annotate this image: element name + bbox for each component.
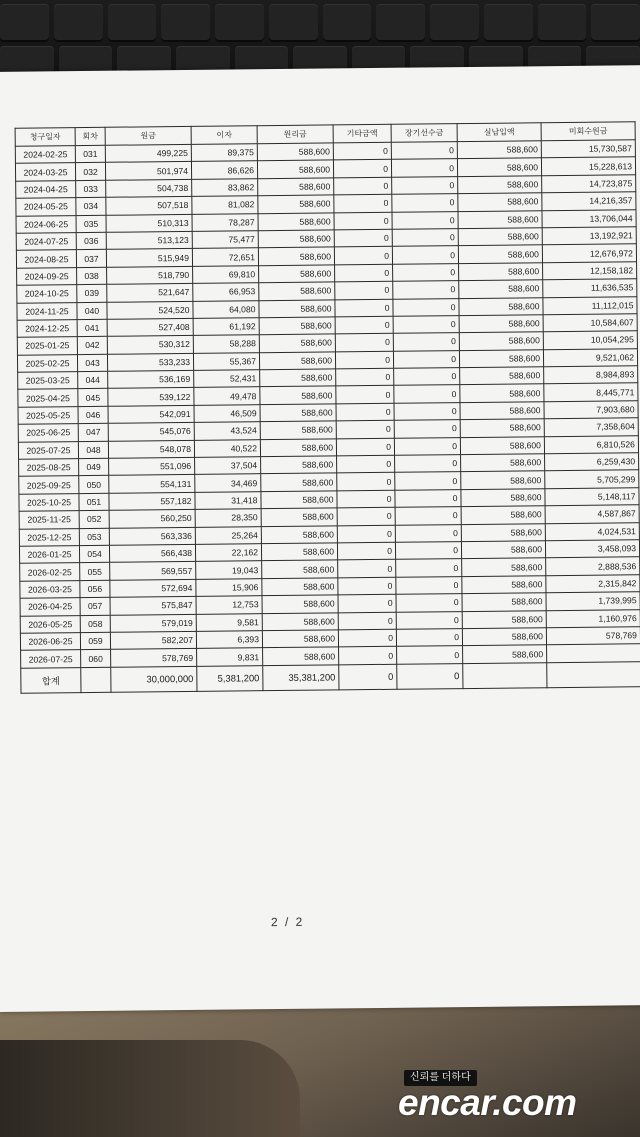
- principal-cell: 533,233: [107, 353, 193, 371]
- payment-cell: 588,600: [258, 195, 334, 213]
- interest-cell: 61,192: [193, 318, 259, 336]
- installment-no-cell: 056: [80, 580, 110, 598]
- installment-no-cell: 051: [79, 493, 109, 511]
- total-label: 합계: [21, 667, 81, 693]
- installment-no-cell: 031: [75, 145, 105, 163]
- advance-payment-cell: 0: [393, 333, 459, 351]
- remaining-principal-cell: 1,160,976: [546, 609, 640, 627]
- principal-cell: 515,949: [106, 249, 192, 267]
- principal-cell: 545,076: [108, 423, 194, 441]
- payment-cell: 588,600: [260, 421, 336, 439]
- paid-amount-cell: 588,600: [461, 523, 545, 541]
- paid-amount-cell: 588,600: [458, 245, 542, 263]
- interest-cell: 64,080: [193, 300, 259, 318]
- principal-cell: 524,520: [107, 301, 193, 319]
- header-cell: 미회수원금: [541, 122, 635, 141]
- payment-cell: 588,600: [259, 334, 335, 352]
- remaining-principal-cell: 2,888,536: [546, 557, 640, 575]
- total-cell: [81, 667, 111, 692]
- payment-cell: 588,600: [262, 612, 338, 630]
- document-page: [0, 65, 640, 1012]
- payment-cell: 588,600: [257, 143, 333, 161]
- principal-cell: 510,313: [106, 214, 192, 232]
- installment-no-cell: 048: [78, 441, 108, 459]
- remaining-principal-cell: 14,723,875: [542, 175, 636, 193]
- other-amount-cell: 0: [338, 612, 396, 630]
- other-amount-cell: 0: [336, 438, 394, 456]
- other-amount-cell: 0: [337, 490, 395, 508]
- remaining-principal-cell: 13,192,921: [542, 227, 636, 245]
- interest-cell: 52,431: [194, 370, 260, 388]
- billing-date-cell: 2025-12-25: [19, 528, 79, 546]
- watermark-logo: encar.com: [398, 1082, 577, 1123]
- desk-shadow: [0, 1040, 300, 1137]
- installment-no-cell: 035: [76, 215, 106, 233]
- advance-payment-cell: 0: [392, 194, 458, 212]
- billing-date-cell: 2024-12-25: [17, 320, 77, 338]
- payment-cell: 588,600: [261, 508, 337, 526]
- payment-cell: 588,600: [260, 386, 336, 404]
- principal-cell: 566,438: [109, 544, 195, 562]
- header-cell: 회차: [75, 127, 105, 145]
- total-row: [21, 661, 640, 692]
- advance-payment-cell: 0: [397, 646, 463, 664]
- advance-payment-cell: 0: [394, 420, 460, 438]
- remaining-principal-cell: 6,259,430: [545, 453, 639, 471]
- installment-no-cell: 041: [77, 319, 107, 337]
- advance-payment-cell: 0: [392, 246, 458, 264]
- interest-cell: 28,350: [195, 509, 261, 527]
- other-amount-cell: 0: [338, 577, 396, 595]
- advance-payment-cell: 0: [396, 559, 462, 577]
- other-amount-cell: 0: [334, 229, 392, 247]
- other-amount-cell: 0: [334, 212, 392, 230]
- payment-cell: 588,600: [258, 212, 334, 230]
- billing-date-cell: 2025-07-25: [18, 441, 78, 459]
- other-amount-cell: 0: [338, 629, 396, 647]
- payment-cell: 588,600: [260, 439, 336, 457]
- payment-cell: 588,600: [258, 178, 334, 196]
- header-cell: 청구일자: [15, 128, 75, 147]
- other-amount-cell: 0: [337, 542, 395, 560]
- installment-no-cell: 042: [77, 337, 107, 355]
- advance-payment-cell: 0: [394, 437, 460, 455]
- advance-payment-cell: 0: [396, 629, 462, 647]
- other-amount-cell: 0: [335, 351, 393, 369]
- other-amount-cell: 0: [334, 247, 392, 265]
- interest-cell: 49,478: [194, 387, 260, 405]
- interest-cell: 25,264: [195, 526, 261, 544]
- other-amount-cell: 0: [335, 316, 393, 334]
- interest-cell: 86,626: [191, 161, 257, 179]
- interest-cell: 75,477: [192, 231, 258, 249]
- installment-no-cell: 060: [81, 650, 111, 668]
- header-cell: 원리금: [257, 125, 333, 144]
- paid-amount-cell: 588,600: [459, 262, 543, 280]
- remaining-principal-cell: 9,521,062: [543, 348, 637, 366]
- payment-cell: 588,600: [261, 456, 337, 474]
- billing-date-cell: 2025-08-25: [19, 459, 79, 477]
- paid-amount-cell: 588,600: [463, 645, 547, 663]
- remaining-principal-cell: 5,705,299: [545, 470, 639, 488]
- paid-amount-cell: 588,600: [458, 228, 542, 246]
- advance-payment-cell: 0: [393, 298, 459, 316]
- paid-amount-cell: 588,600: [460, 419, 544, 437]
- billing-date-cell: 2026-07-25: [21, 650, 81, 668]
- principal-cell: 521,647: [107, 284, 193, 302]
- billing-date-cell: 2024-03-25: [15, 163, 75, 181]
- principal-cell: 539,122: [108, 388, 194, 406]
- advance-payment-cell: 0: [391, 159, 457, 177]
- remaining-principal-cell: 4,587,867: [545, 505, 639, 523]
- advance-payment-cell: 0: [395, 472, 461, 490]
- paid-amount-cell: 588,600: [459, 332, 543, 350]
- paid-amount-cell: 588,600: [461, 454, 545, 472]
- billing-date-cell: 2024-09-25: [17, 267, 77, 285]
- principal-cell: 499,225: [105, 144, 191, 162]
- payment-cell: 588,600: [259, 282, 335, 300]
- remaining-principal-cell: 13,706,044: [542, 209, 636, 227]
- interest-cell: 72,651: [192, 248, 258, 266]
- installment-no-cell: 049: [79, 458, 109, 476]
- advance-payment-cell: 0: [394, 402, 460, 420]
- billing-date-cell: 2025-03-25: [18, 372, 78, 390]
- total-paid: [463, 662, 547, 688]
- interest-cell: 9,831: [197, 648, 263, 666]
- total-payment: 35,381,200: [263, 665, 339, 691]
- remaining-principal-cell: 12,158,182: [543, 261, 637, 279]
- billing-date-cell: 2025-05-25: [18, 406, 78, 424]
- paid-amount-cell: 588,600: [460, 367, 544, 385]
- remaining-principal-cell: 11,112,015: [543, 296, 637, 314]
- total-remaining: [547, 661, 640, 687]
- paid-amount-cell: 588,600: [462, 575, 546, 593]
- installment-no-cell: 055: [80, 563, 110, 581]
- remaining-principal-cell: [547, 644, 640, 662]
- watermark-tagline: 신뢰를 더하다: [404, 1070, 477, 1086]
- installment-no-cell: 058: [80, 615, 110, 633]
- advance-payment-cell: 0: [393, 281, 459, 299]
- other-amount-cell: 0: [337, 473, 395, 491]
- principal-cell: 551,096: [109, 457, 195, 475]
- total-other: 0: [339, 664, 397, 690]
- interest-cell: 34,469: [195, 474, 261, 492]
- installment-no-cell: 036: [76, 232, 106, 250]
- advance-payment-cell: 0: [395, 507, 461, 525]
- paid-amount-cell: 588,600: [459, 315, 543, 333]
- paid-amount-cell: 588,600: [462, 628, 546, 646]
- table-body: [15, 140, 640, 668]
- remaining-principal-cell: 3,458,093: [545, 540, 639, 558]
- billing-date-cell: 2026-05-25: [20, 615, 80, 633]
- billing-date-cell: 2024-08-25: [16, 250, 76, 268]
- total-interest: 5,381,200: [197, 665, 263, 691]
- principal-cell: 507,518: [106, 197, 192, 215]
- advance-payment-cell: 0: [394, 368, 460, 386]
- paid-amount-cell: 588,600: [460, 384, 544, 402]
- paid-amount-cell: 588,600: [461, 506, 545, 524]
- other-amount-cell: 0: [338, 594, 396, 612]
- paid-amount-cell: 588,600: [461, 541, 545, 559]
- installment-no-cell: 044: [78, 371, 108, 389]
- other-amount-cell: 0: [335, 281, 393, 299]
- payment-cell: 588,600: [262, 595, 338, 613]
- paid-amount-cell: 588,600: [459, 349, 543, 367]
- advance-payment-cell: 0: [392, 229, 458, 247]
- payment-cell: 588,600: [257, 160, 333, 178]
- installment-no-cell: 052: [79, 510, 109, 528]
- advance-payment-cell: 0: [392, 176, 458, 194]
- payment-cell: 588,600: [259, 299, 335, 317]
- header-cell: 장기선수금: [391, 124, 457, 143]
- other-amount-cell: 0: [335, 299, 393, 317]
- payment-cell: 588,600: [260, 369, 336, 387]
- installment-no-cell: 059: [80, 632, 110, 650]
- remaining-principal-cell: 11,636,535: [543, 279, 637, 297]
- payment-cell: 588,600: [259, 317, 335, 335]
- paid-amount-cell: 588,600: [459, 280, 543, 298]
- billing-date-cell: 2025-04-25: [18, 389, 78, 407]
- interest-cell: 81,082: [192, 196, 258, 214]
- installment-no-cell: 053: [79, 528, 109, 546]
- billing-date-cell: 2025-10-25: [19, 493, 79, 511]
- principal-cell: 579,019: [110, 614, 196, 632]
- payment-cell: 588,600: [260, 404, 336, 422]
- interest-cell: 55,367: [193, 352, 259, 370]
- installment-no-cell: 037: [76, 250, 106, 268]
- remaining-principal-cell: 10,054,295: [543, 331, 637, 349]
- other-amount-cell: 0: [338, 560, 396, 578]
- payment-cell: 588,600: [258, 247, 334, 265]
- remaining-principal-cell: 6,810,526: [544, 435, 638, 453]
- remaining-principal-cell: 4,024,531: [545, 522, 639, 540]
- paid-amount-cell: 588,600: [459, 297, 543, 315]
- other-amount-cell: 0: [335, 264, 393, 282]
- advance-payment-cell: 0: [396, 576, 462, 594]
- installment-no-cell: 032: [75, 163, 105, 181]
- advance-payment-cell: 0: [392, 211, 458, 229]
- payment-cell: 588,600: [259, 352, 335, 370]
- other-amount-cell: 0: [336, 368, 394, 386]
- advance-payment-cell: 0: [391, 142, 457, 160]
- header-cell: 원금: [105, 126, 191, 145]
- paid-amount-cell: 588,600: [457, 158, 541, 176]
- remaining-principal-cell: 7,903,680: [544, 401, 638, 419]
- principal-cell: 548,078: [108, 440, 194, 458]
- payment-cell: 588,600: [262, 578, 338, 596]
- billing-date-cell: 2024-06-25: [16, 215, 76, 233]
- other-amount-cell: 0: [337, 507, 395, 525]
- billing-date-cell: 2025-06-25: [18, 424, 78, 442]
- billing-date-cell: 2024-04-25: [16, 180, 76, 198]
- installment-no-cell: 033: [76, 180, 106, 198]
- other-amount-cell: 0: [336, 386, 394, 404]
- billing-date-cell: 2024-02-25: [15, 146, 75, 164]
- interest-cell: 78,287: [192, 213, 258, 231]
- other-amount-cell: 0: [333, 142, 391, 160]
- interest-cell: 6,393: [196, 631, 262, 649]
- payment-cell: 588,600: [261, 473, 337, 491]
- payment-cell: 588,600: [261, 525, 337, 543]
- billing-date-cell: 2025-02-25: [17, 354, 77, 372]
- principal-cell: 518,790: [107, 266, 193, 284]
- paid-amount-cell: 588,600: [457, 141, 541, 159]
- paid-amount-cell: 588,600: [458, 210, 542, 228]
- interest-cell: 19,043: [196, 561, 262, 579]
- other-amount-cell: 0: [337, 525, 395, 543]
- interest-cell: 9,581: [196, 613, 262, 631]
- remaining-principal-cell: 1,739,995: [546, 592, 640, 610]
- principal-cell: 501,974: [105, 162, 191, 180]
- payment-cell: 588,600: [262, 560, 338, 578]
- interest-cell: 66,953: [193, 283, 259, 301]
- installment-no-cell: 040: [77, 302, 107, 320]
- billing-date-cell: 2024-11-25: [17, 302, 77, 320]
- billing-date-cell: 2026-02-25: [20, 563, 80, 581]
- remaining-principal-cell: 2,315,842: [546, 574, 640, 592]
- principal-cell: 504,738: [106, 179, 192, 197]
- remaining-principal-cell: 5,148,117: [545, 488, 639, 506]
- advance-payment-cell: 0: [395, 455, 461, 473]
- paid-amount-cell: 588,600: [461, 489, 545, 507]
- principal-cell: 536,169: [108, 370, 194, 388]
- principal-cell: 527,408: [107, 318, 193, 336]
- billing-date-cell: 2025-09-25: [19, 476, 79, 494]
- other-amount-cell: 0: [335, 334, 393, 352]
- remaining-principal-cell: 12,676,972: [542, 244, 636, 262]
- installment-no-cell: 034: [76, 197, 106, 215]
- other-amount-cell: 0: [334, 194, 392, 212]
- billing-date-cell: 2026-04-25: [20, 598, 80, 616]
- other-amount-cell: 0: [334, 177, 392, 195]
- interest-cell: 37,504: [195, 457, 261, 475]
- remaining-principal-cell: 10,584,607: [543, 314, 637, 332]
- paid-amount-cell: 588,600: [462, 558, 546, 576]
- total-principal: 30,000,000: [111, 666, 197, 692]
- paid-amount-cell: 588,600: [460, 436, 544, 454]
- payment-cell: 588,600: [258, 230, 334, 248]
- billing-date-cell: 2024-05-25: [16, 198, 76, 216]
- other-amount-cell: 0: [336, 421, 394, 439]
- billing-date-cell: 2025-11-25: [19, 511, 79, 529]
- billing-date-cell: 2026-03-25: [20, 580, 80, 598]
- payment-cell: 588,600: [261, 491, 337, 509]
- installment-no-cell: 039: [77, 284, 107, 302]
- billing-date-cell: 2024-10-25: [17, 285, 77, 303]
- interest-cell: 40,522: [194, 439, 260, 457]
- total-advance: 0: [397, 663, 463, 689]
- principal-cell: 554,131: [109, 475, 195, 493]
- remaining-principal-cell: 14,216,357: [542, 192, 636, 210]
- paid-amount-cell: 588,600: [462, 610, 546, 628]
- paid-amount-cell: 588,600: [460, 402, 544, 420]
- interest-cell: 46,509: [194, 405, 260, 423]
- installment-no-cell: 054: [79, 545, 109, 563]
- header-cell: 기타금액: [333, 124, 391, 143]
- remaining-principal-cell: 8,984,893: [544, 366, 638, 384]
- installment-no-cell: 057: [80, 597, 110, 615]
- paid-amount-cell: 588,600: [458, 193, 542, 211]
- other-amount-cell: 0: [337, 455, 395, 473]
- other-amount-cell: 0: [333, 160, 391, 178]
- advance-payment-cell: 0: [395, 489, 461, 507]
- payment-cell: 588,600: [261, 543, 337, 561]
- interest-cell: 43,524: [194, 422, 260, 440]
- principal-cell: 513,123: [106, 231, 192, 249]
- principal-cell: 572,694: [110, 579, 196, 597]
- advance-payment-cell: 0: [393, 350, 459, 368]
- advance-payment-cell: 0: [394, 385, 460, 403]
- installment-no-cell: 046: [78, 406, 108, 424]
- interest-cell: 12,753: [196, 596, 262, 614]
- remaining-principal-cell: 7,358,604: [544, 418, 638, 436]
- installment-no-cell: 045: [78, 389, 108, 407]
- advance-payment-cell: 0: [393, 316, 459, 334]
- advance-payment-cell: 0: [396, 611, 462, 629]
- payment-cell: 588,600: [263, 647, 339, 665]
- repayment-schedule-table: [15, 121, 640, 693]
- installment-no-cell: 043: [77, 354, 107, 372]
- header-cell: 이자: [191, 126, 257, 145]
- interest-cell: 31,418: [195, 491, 261, 509]
- paid-amount-cell: 588,600: [461, 471, 545, 489]
- interest-cell: 22,162: [195, 544, 261, 562]
- page-number: 2 / 2: [270, 914, 305, 930]
- advance-payment-cell: 0: [395, 524, 461, 542]
- principal-cell: 563,336: [109, 527, 195, 545]
- interest-cell: 58,288: [193, 335, 259, 353]
- billing-date-cell: 2026-01-25: [19, 546, 79, 564]
- remaining-principal-cell: 15,228,613: [541, 157, 635, 175]
- header-cell: 실납입액: [457, 123, 541, 142]
- paid-amount-cell: 588,600: [458, 176, 542, 194]
- principal-cell: 569,557: [110, 562, 196, 580]
- interest-cell: 83,862: [192, 178, 258, 196]
- principal-cell: 560,250: [109, 510, 195, 528]
- billing-date-cell: 2026-06-25: [20, 633, 80, 651]
- installment-no-cell: 050: [79, 476, 109, 494]
- principal-cell: 542,091: [108, 405, 194, 423]
- principal-cell: 530,312: [107, 336, 193, 354]
- remaining-principal-cell: 578,769: [546, 627, 640, 645]
- payment-cell: 588,600: [259, 265, 335, 283]
- installment-no-cell: 038: [77, 267, 107, 285]
- installment-no-cell: 047: [78, 424, 108, 442]
- remaining-principal-cell: 15,730,587: [541, 140, 635, 158]
- other-amount-cell: 0: [336, 403, 394, 421]
- paid-amount-cell: 588,600: [462, 593, 546, 611]
- interest-cell: 89,375: [191, 144, 257, 162]
- remaining-principal-cell: 8,445,771: [544, 383, 638, 401]
- interest-cell: 69,810: [193, 265, 259, 283]
- principal-cell: 575,847: [110, 597, 196, 615]
- billing-date-cell: 2024-07-25: [16, 233, 76, 251]
- advance-payment-cell: 0: [395, 542, 461, 560]
- principal-cell: 557,182: [109, 492, 195, 510]
- billing-date-cell: 2025-01-25: [17, 337, 77, 355]
- interest-cell: 15,906: [196, 578, 262, 596]
- principal-cell: 582,207: [110, 631, 196, 649]
- other-amount-cell: 0: [339, 647, 397, 665]
- advance-payment-cell: 0: [396, 594, 462, 612]
- advance-payment-cell: 0: [393, 263, 459, 281]
- payment-cell: 588,600: [262, 630, 338, 648]
- principal-cell: 578,769: [111, 649, 197, 667]
